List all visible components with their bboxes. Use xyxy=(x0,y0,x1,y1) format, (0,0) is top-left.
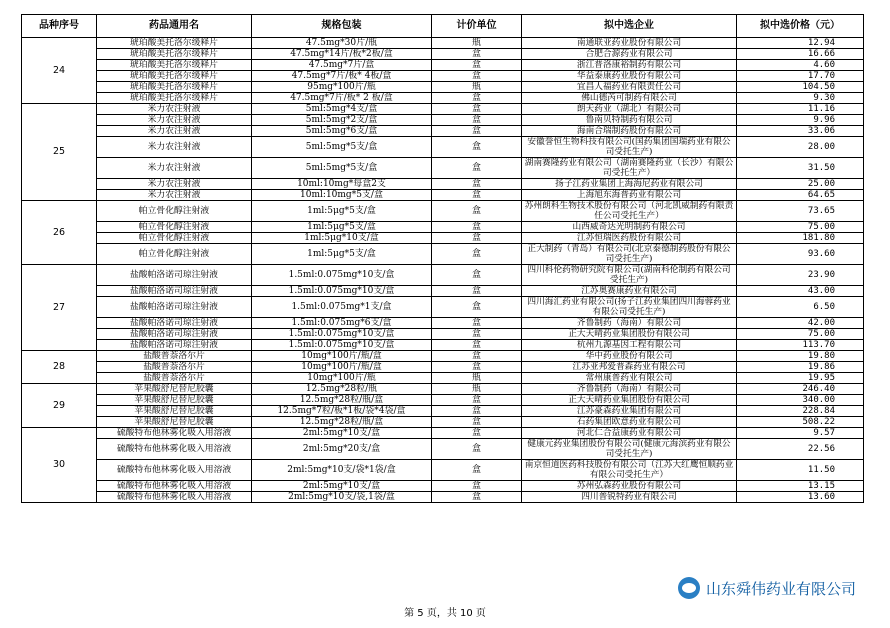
spec-package-cell: 10mg*100片/瓶/盒 xyxy=(252,351,432,362)
header-drug-name: 药品通用名 xyxy=(97,15,252,38)
table-row xyxy=(22,340,864,351)
price-cell: 9.96 xyxy=(737,115,864,126)
table-body xyxy=(22,38,864,503)
wechat-icon xyxy=(678,577,700,599)
pricing-unit-cell: 盒 xyxy=(432,265,522,286)
drug-name-cell: 琥珀酸美托洛尔缓释片 xyxy=(97,93,252,104)
spec-package-cell: 10mg*100片/瓶/盒 xyxy=(252,362,432,373)
pricing-unit-cell: 盒 xyxy=(432,297,522,318)
table-row xyxy=(22,460,864,481)
enterprise-cell: 朗天药业（湖北）有限公司 xyxy=(522,104,737,115)
drug-name-cell: 硫酸特布他林雾化吸入用溶液 xyxy=(97,460,252,481)
spec-package-cell: 1.5ml:0.075mg*6支/盒 xyxy=(252,318,432,329)
spec-package-cell: 95mg*100片/瓶 xyxy=(252,82,432,93)
price-cell: 93.60 xyxy=(737,244,864,265)
pricing-unit-cell: 盒 xyxy=(432,340,522,351)
enterprise-cell: 南通联亚药业股份有限公司 xyxy=(522,38,737,49)
price-cell: 13.15 xyxy=(737,481,864,492)
enterprise-cell: 扬子江药业集团上海海尼药业有限公司 xyxy=(522,179,737,190)
price-cell: 12.94 xyxy=(737,38,864,49)
spec-package-cell: 47.5mg*14片/板*2板/盒 xyxy=(252,49,432,60)
table-row xyxy=(22,126,864,137)
pricing-unit-cell: 盒 xyxy=(432,351,522,362)
table-header-row xyxy=(22,15,864,38)
table-row xyxy=(22,362,864,373)
drug-name-cell: 米力农注射液 xyxy=(97,179,252,190)
price-cell: 104.50 xyxy=(737,82,864,93)
pricing-unit-cell: 盒 xyxy=(432,406,522,417)
page-number: 第 5 页，共 10 页 xyxy=(404,608,486,619)
pricing-unit-cell: 盒 xyxy=(432,137,522,158)
drug-name-cell: 盐酸帕洛诺司琼注射液 xyxy=(97,297,252,318)
watermark-text: 山东舜伟药业有限公司 xyxy=(705,579,856,598)
enterprise-cell: 山西威奇达光明制药有限公司 xyxy=(522,222,737,233)
pricing-unit-cell: 盒 xyxy=(432,492,522,503)
pricing-unit-cell: 瓶 xyxy=(432,373,522,384)
table-row xyxy=(22,60,864,71)
table-row xyxy=(22,395,864,406)
price-cell: 508.22 xyxy=(737,417,864,428)
pricing-unit-cell: 盒 xyxy=(432,417,522,428)
pricing-unit-cell: 盒 xyxy=(432,428,522,439)
spec-package-cell: 1ml:5μg*10支/盒 xyxy=(252,233,432,244)
pricing-unit-cell: 盒 xyxy=(432,201,522,222)
spec-package-cell: 1.5ml:0.075mg*10支/盒 xyxy=(252,340,432,351)
enterprise-cell: 佛山德芮可制药有限公司 xyxy=(522,93,737,104)
header-price: 拟中选价格（元） xyxy=(737,15,864,38)
spec-package-cell: 12.5mg*7粒/板*1板/袋*4袋/盒 xyxy=(252,406,432,417)
table-row xyxy=(22,297,864,318)
price-cell: 4.60 xyxy=(737,60,864,71)
drug-name-cell: 米力农注射液 xyxy=(97,158,252,179)
enterprise-cell: 浙江普洛康裕制药有限公司 xyxy=(522,60,737,71)
enterprise-cell: 齐鲁制药（海南）有限公司 xyxy=(522,318,737,329)
spec-package-cell: 47.5mg*7片/板* 4板/盒 xyxy=(252,71,432,82)
enterprise-cell: 四川海汇药业有限公司(扬子江药业集团四川海蓉药业有限公司受托生产) xyxy=(522,297,737,318)
drug-name-cell: 硫酸特布他林雾化吸入用溶液 xyxy=(97,439,252,460)
pricing-unit-cell: 盒 xyxy=(432,395,522,406)
table-row xyxy=(22,329,864,340)
table-row xyxy=(22,318,864,329)
enterprise-cell: 南京恒道医药科技股份有限公司（江苏大红鹰恒顺药业有限公司受托生产） xyxy=(522,460,737,481)
pricing-unit-cell: 盒 xyxy=(432,460,522,481)
drug-name-cell: 帕立骨化醇注射液 xyxy=(97,244,252,265)
enterprise-cell: 正大天晴药业集团股份有限公司 xyxy=(522,395,737,406)
spec-package-cell: 1.5ml:0.075mg*10支/盒 xyxy=(252,329,432,340)
enterprise-cell: 江苏豪森药业集团有限公司 xyxy=(522,406,737,417)
pricing-unit-cell: 盒 xyxy=(432,49,522,60)
drug-name-cell: 帕立骨化醇注射液 xyxy=(97,201,252,222)
enterprise-cell: 上海旭东海普药业有限公司 xyxy=(522,190,737,201)
price-cell: 246.40 xyxy=(737,384,864,395)
table-row xyxy=(22,351,864,362)
enterprise-cell: 江苏恒瑞医药股份有限公司 xyxy=(522,233,737,244)
table-row xyxy=(22,104,864,115)
spec-package-cell: 2ml:5mg*20支/盒 xyxy=(252,439,432,460)
spec-package-cell: 1ml:5μg*5支/盒 xyxy=(252,222,432,233)
drug-name-cell: 盐酸帕洛诺司琼注射液 xyxy=(97,265,252,286)
price-cell: 73.65 xyxy=(737,201,864,222)
pricing-unit-cell: 盒 xyxy=(432,481,522,492)
price-cell: 9.57 xyxy=(737,428,864,439)
variety-number: 27 xyxy=(22,265,97,351)
spec-package-cell: 10ml:10mg*每盒2支 xyxy=(252,179,432,190)
enterprise-cell: 健康元药业集团股份有限公司(健康元海滨药业有限公司受托生产) xyxy=(522,439,737,460)
enterprise-cell: 鲁南贝特制药有限公司 xyxy=(522,115,737,126)
variety-number: 26 xyxy=(22,201,97,265)
enterprise-cell: 合肥合源药业有限公司 xyxy=(522,49,737,60)
enterprise-cell: 齐鲁制药（海南）有限公司 xyxy=(522,384,737,395)
table-row xyxy=(22,233,864,244)
drug-selection-table xyxy=(21,14,864,503)
table-row xyxy=(22,49,864,60)
spec-package-cell: 47.5mg*7片/板* 2 板/盒 xyxy=(252,93,432,104)
spec-package-cell: 5ml:5mg*5支/盒 xyxy=(252,137,432,158)
pricing-unit-cell: 瓶 xyxy=(432,384,522,395)
drug-name-cell: 琥珀酸美托洛尔缓释片 xyxy=(97,60,252,71)
price-cell: 181.80 xyxy=(737,233,864,244)
enterprise-cell: 苏州朗科生物技术股份有限公司（河北凯威制药有限责任公司受托生产） xyxy=(522,201,737,222)
price-cell: 23.90 xyxy=(737,265,864,286)
pricing-unit-cell: 瓶 xyxy=(432,82,522,93)
watermark xyxy=(674,576,860,600)
enterprise-cell: 石药集团欧意药业有限公司 xyxy=(522,417,737,428)
price-cell: 28.00 xyxy=(737,137,864,158)
drug-name-cell: 盐酸帕洛诺司琼注射液 xyxy=(97,286,252,297)
spec-package-cell: 5ml:5mg*4支/盒 xyxy=(252,104,432,115)
spec-package-cell: 2ml:5mg*10支/盒 xyxy=(252,428,432,439)
spec-package-cell: 12.5mg*28粒/瓶 xyxy=(252,384,432,395)
enterprise-cell: 湖南赛隆药业有限公司（湖南赛隆药业（长沙）有限公司受托生产） xyxy=(522,158,737,179)
table-row xyxy=(22,439,864,460)
variety-number: 30 xyxy=(22,428,97,503)
table-row xyxy=(22,222,864,233)
spec-package-cell: 12.5mg*28粒/瓶/盒 xyxy=(252,395,432,406)
spec-package-cell: 47.5mg*7片/盒 xyxy=(252,60,432,71)
pricing-unit-cell: 盒 xyxy=(432,329,522,340)
table-row xyxy=(22,492,864,503)
pricing-unit-cell: 盒 xyxy=(432,93,522,104)
table-row xyxy=(22,190,864,201)
pricing-unit-cell: 盒 xyxy=(432,158,522,179)
spec-package-cell: 1.5ml:0.075mg*10支/盒 xyxy=(252,286,432,297)
price-cell: 11.50 xyxy=(737,460,864,481)
pricing-unit-cell: 盒 xyxy=(432,439,522,460)
drug-name-cell: 苹果酸舒尼替尼胶囊 xyxy=(97,395,252,406)
drug-name-cell: 盐酸普萘洛尔片 xyxy=(97,373,252,384)
price-cell: 33.06 xyxy=(737,126,864,137)
table-row xyxy=(22,244,864,265)
drug-name-cell: 琥珀酸美托洛尔缓释片 xyxy=(97,71,252,82)
drug-name-cell: 琥珀酸美托洛尔缓释片 xyxy=(97,38,252,49)
pricing-unit-cell: 盒 xyxy=(432,233,522,244)
spec-package-cell: 5ml:5mg*5支/盒 xyxy=(252,158,432,179)
table-row xyxy=(22,201,864,222)
enterprise-cell: 杭州九源基因工程有限公司 xyxy=(522,340,737,351)
spec-package-cell: 12.5mg*28粒/瓶/盒 xyxy=(252,417,432,428)
enterprise-cell: 常州康普药业有限公司 xyxy=(522,373,737,384)
price-cell: 113.70 xyxy=(737,340,864,351)
table-row xyxy=(22,265,864,286)
drug-name-cell: 苹果酸舒尼替尼胶囊 xyxy=(97,417,252,428)
table-row xyxy=(22,481,864,492)
enterprise-cell: 正大天晴药业集团股份有限公司 xyxy=(522,329,737,340)
enterprise-cell: 苏州弘森药业股份有限公司 xyxy=(522,481,737,492)
pricing-unit-cell: 盒 xyxy=(432,71,522,82)
enterprise-cell: 宜昌人福药业有限责任公司 xyxy=(522,82,737,93)
pricing-unit-cell: 盒 xyxy=(432,115,522,126)
table-row xyxy=(22,428,864,439)
enterprise-cell: 华中药业股份有限公司 xyxy=(522,351,737,362)
spec-package-cell: 2ml:5mg*10支/盒 xyxy=(252,481,432,492)
drug-name-cell: 苹果酸舒尼替尼胶囊 xyxy=(97,406,252,417)
enterprise-cell: 正大制药（青岛）有限公司(北京泰德制药股份有限公司受托生产) xyxy=(522,244,737,265)
drug-name-cell: 米力农注射液 xyxy=(97,104,252,115)
variety-number: 24 xyxy=(22,38,97,104)
pricing-unit-cell: 盒 xyxy=(432,318,522,329)
table-row xyxy=(22,406,864,417)
price-cell: 228.84 xyxy=(737,406,864,417)
header-spec-package: 规格包装 xyxy=(252,15,432,38)
pricing-unit-cell: 盒 xyxy=(432,60,522,71)
price-cell: 17.70 xyxy=(737,71,864,82)
pricing-unit-cell: 盒 xyxy=(432,244,522,265)
drug-name-cell: 米力农注射液 xyxy=(97,137,252,158)
pricing-unit-cell: 盒 xyxy=(432,104,522,115)
enterprise-cell: 四川科伦药物研究院有限公司(湖南科伦制药有限公司受托生产) xyxy=(522,265,737,286)
price-cell: 31.50 xyxy=(737,158,864,179)
price-cell: 19.95 xyxy=(737,373,864,384)
table-row xyxy=(22,417,864,428)
enterprise-cell: 江苏奥赛康药业有限公司 xyxy=(522,286,737,297)
enterprise-cell: 安徽誉恒生物科技有限公司(国药集团国瑞药业有限公司受托生产) xyxy=(522,137,737,158)
drug-name-cell: 盐酸帕洛诺司琼注射液 xyxy=(97,340,252,351)
header-pricing-unit: 计价单位 xyxy=(432,15,522,38)
pricing-unit-cell: 盒 xyxy=(432,179,522,190)
table-row xyxy=(22,384,864,395)
price-cell: 19.86 xyxy=(737,362,864,373)
spec-package-cell: 1.5ml:0.075mg*1支/盒 xyxy=(252,297,432,318)
spec-package-cell: 1ml:5μg*5支/盒 xyxy=(252,244,432,265)
drug-name-cell: 硫酸特布他林雾化吸入用溶液 xyxy=(97,481,252,492)
variety-number: 29 xyxy=(22,384,97,428)
drug-name-cell: 琥珀酸美托洛尔缓释片 xyxy=(97,82,252,93)
table-row xyxy=(22,286,864,297)
drug-name-cell: 硫酸特布他林雾化吸入用溶液 xyxy=(97,492,252,503)
drug-name-cell: 盐酸普萘洛尔片 xyxy=(97,362,252,373)
spec-package-cell: 10mg*100片/瓶 xyxy=(252,373,432,384)
variety-number: 25 xyxy=(22,104,97,201)
price-cell: 11.16 xyxy=(737,104,864,115)
drug-name-cell: 盐酸帕洛诺司琼注射液 xyxy=(97,329,252,340)
price-cell: 340.00 xyxy=(737,395,864,406)
price-cell: 43.00 xyxy=(737,286,864,297)
price-cell: 16.66 xyxy=(737,49,864,60)
drug-name-cell: 琥珀酸美托洛尔缓释片 xyxy=(97,49,252,60)
table-row xyxy=(22,373,864,384)
price-cell: 75.00 xyxy=(737,329,864,340)
pricing-unit-cell: 盒 xyxy=(432,190,522,201)
spec-package-cell: 1ml:5μg*5支/盒 xyxy=(252,201,432,222)
table-row xyxy=(22,158,864,179)
price-cell: 6.50 xyxy=(737,297,864,318)
enterprise-cell: 华益泰康药业股份有限公司 xyxy=(522,71,737,82)
drug-name-cell: 盐酸普萘洛尔片 xyxy=(97,351,252,362)
price-cell: 22.56 xyxy=(737,439,864,460)
pricing-unit-cell: 盒 xyxy=(432,286,522,297)
header-variety-no: 品种序号 xyxy=(22,15,97,38)
drug-name-cell: 米力农注射液 xyxy=(97,126,252,137)
variety-number: 28 xyxy=(22,351,97,384)
price-cell: 19.80 xyxy=(737,351,864,362)
table-row xyxy=(22,93,864,104)
price-cell: 9.30 xyxy=(737,93,864,104)
table-row xyxy=(22,38,864,49)
drug-name-cell: 帕立骨化醇注射液 xyxy=(97,222,252,233)
spec-package-cell: 47.5mg*30片/瓶 xyxy=(252,38,432,49)
drug-name-cell: 苹果酸舒尼替尼胶囊 xyxy=(97,384,252,395)
drug-name-cell: 硫酸特布他林雾化吸入用溶液 xyxy=(97,428,252,439)
drug-name-cell: 盐酸帕洛诺司琼注射液 xyxy=(97,318,252,329)
spec-package-cell: 10ml:10mg*5支/盒 xyxy=(252,190,432,201)
pricing-unit-cell: 盒 xyxy=(432,362,522,373)
pricing-unit-cell: 盒 xyxy=(432,222,522,233)
enterprise-cell: 江苏亚邦爱普森药业有限公司 xyxy=(522,362,737,373)
spec-package-cell: 2ml:5mg*10支/袋*1袋/盒 xyxy=(252,460,432,481)
spec-package-cell: 5ml:5mg*2支/盒 xyxy=(252,115,432,126)
spec-package-cell: 2ml:5mg*10支/袋,1袋/盒 xyxy=(252,492,432,503)
drug-name-cell: 米力农注射液 xyxy=(97,190,252,201)
enterprise-cell: 海南合瑞制药股份有限公司 xyxy=(522,126,737,137)
pricing-unit-cell: 盒 xyxy=(432,126,522,137)
pricing-unit-cell: 瓶 xyxy=(432,38,522,49)
price-cell: 75.00 xyxy=(737,222,864,233)
enterprise-cell: 四川普锐特药业有限公司 xyxy=(522,492,737,503)
drug-name-cell: 米力农注射液 xyxy=(97,115,252,126)
table-row xyxy=(22,115,864,126)
price-cell: 64.65 xyxy=(737,190,864,201)
drug-name-cell: 帕立骨化醇注射液 xyxy=(97,233,252,244)
enterprise-cell: 河北仁合益康药业有限公司 xyxy=(522,428,737,439)
table-row xyxy=(22,82,864,93)
price-cell: 25.00 xyxy=(737,179,864,190)
table-row xyxy=(22,137,864,158)
table-row xyxy=(22,71,864,82)
header-enterprise: 拟中选企业 xyxy=(522,15,737,38)
price-cell: 42.00 xyxy=(737,318,864,329)
spec-package-cell: 1.5ml:0.075mg*10支/盒 xyxy=(252,265,432,286)
table-row xyxy=(22,179,864,190)
price-cell: 13.60 xyxy=(737,492,864,503)
spec-package-cell: 5ml:5mg*6支/盒 xyxy=(252,126,432,137)
